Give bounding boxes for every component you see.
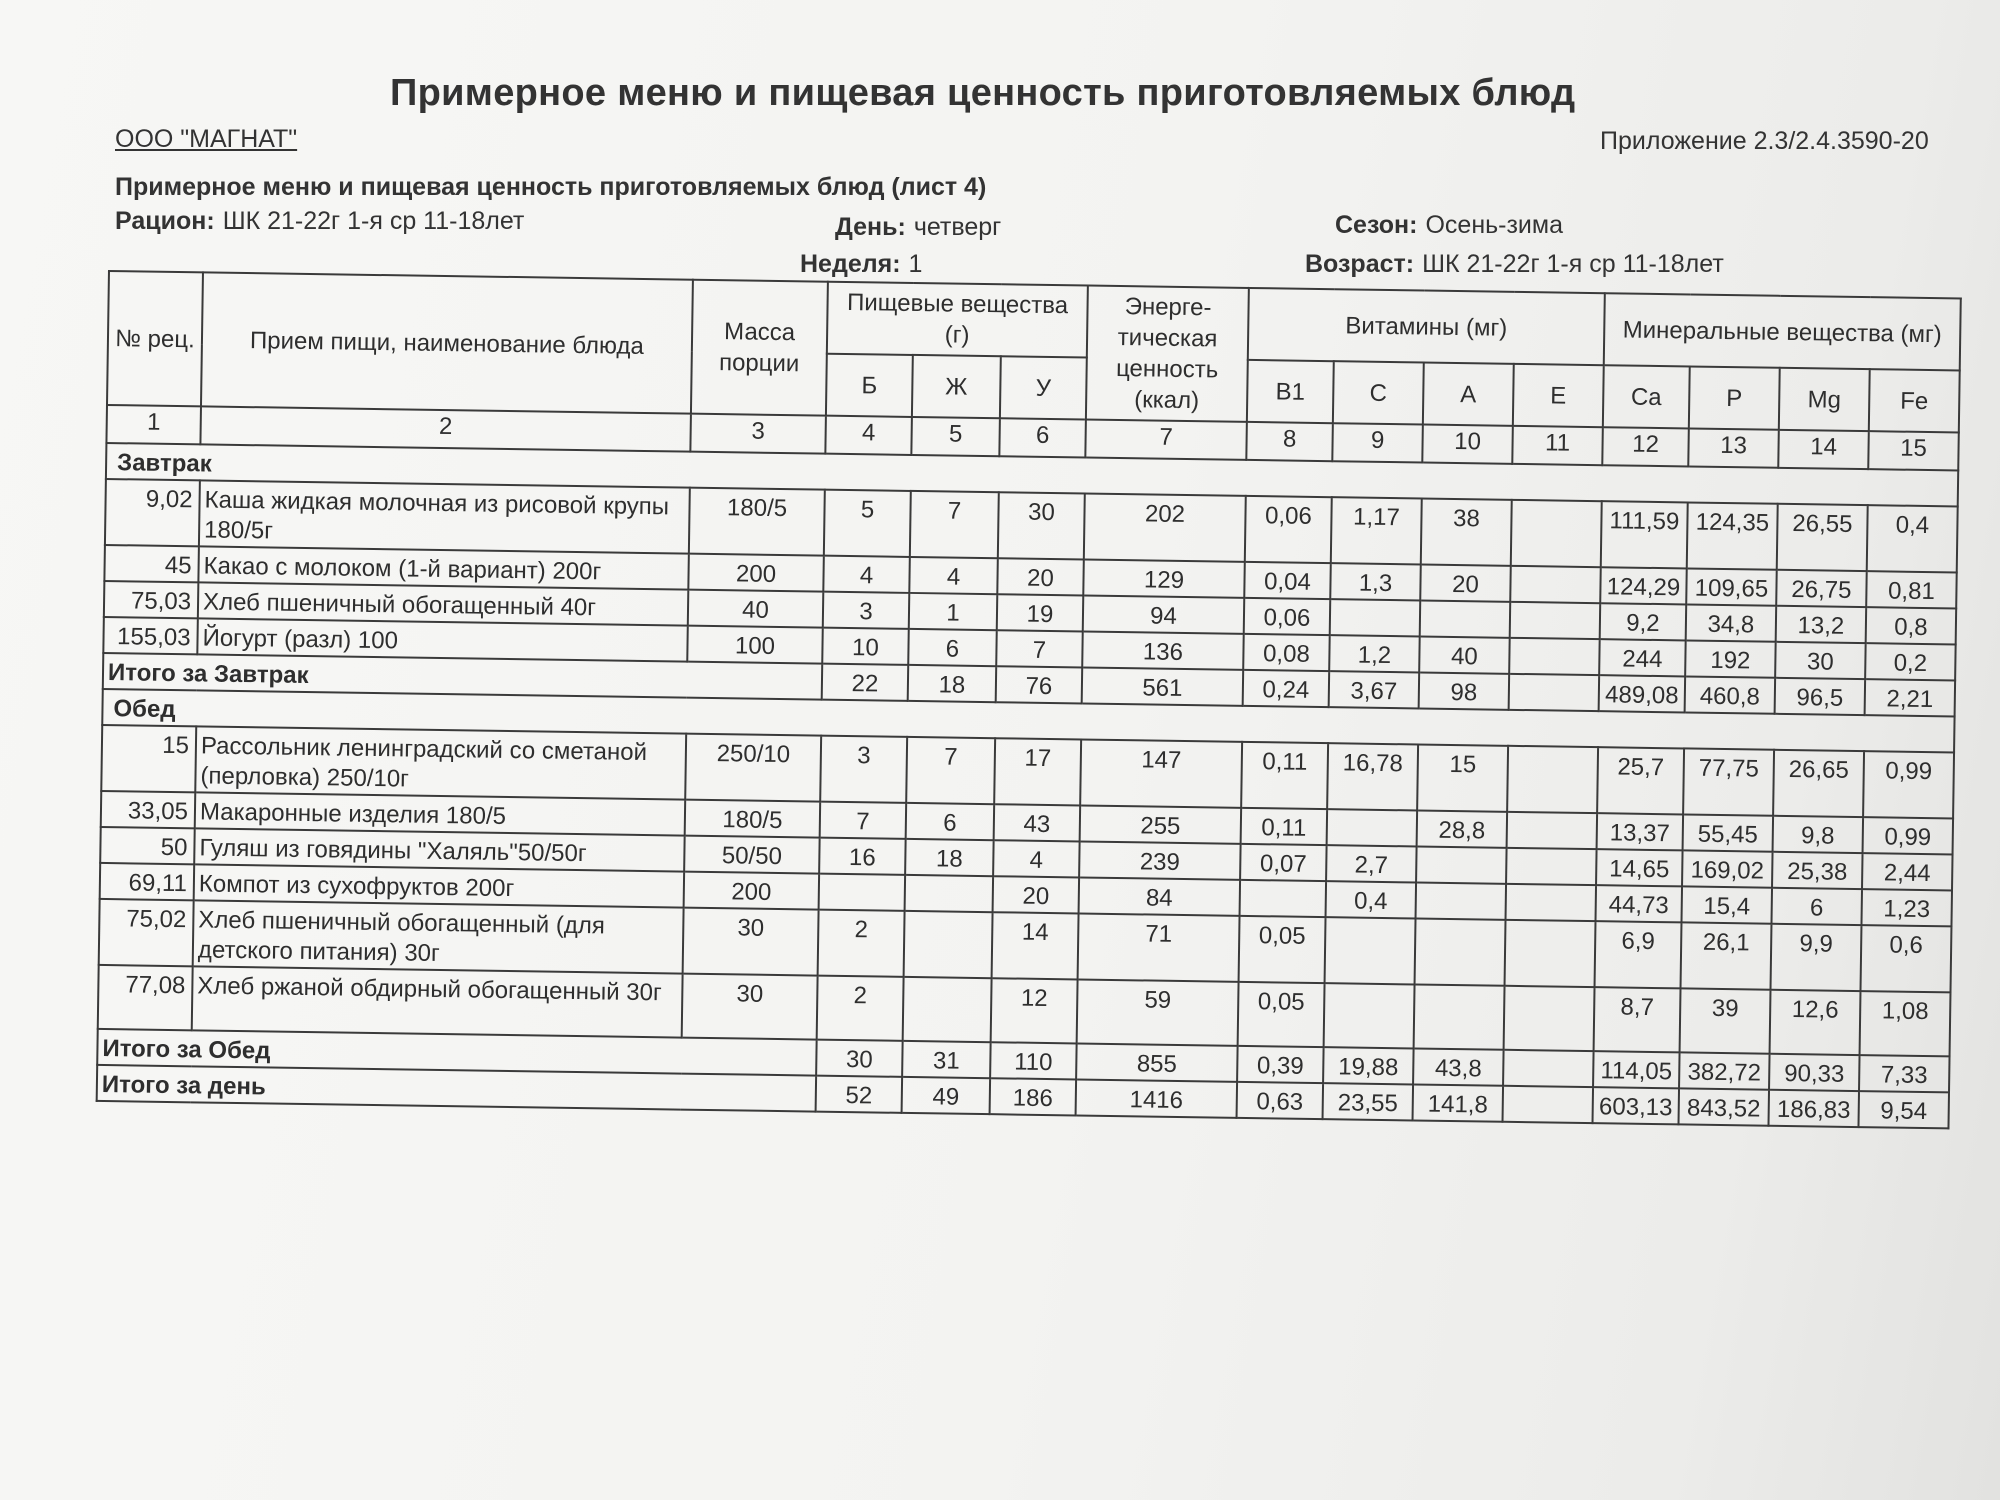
protein-total: 22 <box>822 664 909 701</box>
mg-total: 90,33 <box>1769 1054 1860 1091</box>
b1-value: 0,11 <box>1241 808 1328 845</box>
portion-mass: 250/10 <box>685 734 821 802</box>
rec-number: 69,11 <box>100 863 195 900</box>
header-portion: Масса порции <box>691 280 828 416</box>
carbs-value: 4 <box>993 840 1080 877</box>
carbs-total: 110 <box>990 1042 1077 1079</box>
header-p: P <box>1689 366 1780 429</box>
ca-total: 489,08 <box>1599 675 1686 712</box>
week-info <box>800 250 922 279</box>
header-dish: Прием пищи, наименование блюда <box>201 272 693 413</box>
e-value <box>1506 848 1597 885</box>
p-value: 39 <box>1680 988 1771 1053</box>
carbs-value: 43 <box>994 804 1081 841</box>
c-value <box>1325 917 1416 984</box>
dish-name: Каша жидкая молочная из рисовой крупы 180/5г <box>199 480 690 553</box>
dish-name: Йогурт (разл) 100 <box>197 618 687 661</box>
season-value: Осень-зима <box>1425 211 1563 239</box>
carbs-value: 20 <box>993 876 1080 913</box>
protein-value: 3 <box>820 736 907 803</box>
kcal-value: 94 <box>1083 596 1245 634</box>
dish-name: Хлеб пшеничный обогащенный (для детского питания) 30г <box>193 900 684 973</box>
total-label: Итого за Обед <box>97 1029 816 1076</box>
mg-total: 96,5 <box>1775 678 1866 715</box>
ca-value: 14,65 <box>1596 849 1683 886</box>
header-energy: Энерге-тическая ценность (ккал) <box>1086 286 1249 422</box>
fe-total: 2,21 <box>1865 679 1956 716</box>
rec-number: 77,08 <box>98 965 193 1030</box>
document-subtitle: Примерное меню и пищевая ценность приготовляемых блюд (лист 4) <box>115 173 987 201</box>
c-value: 2,7 <box>1326 845 1417 882</box>
c-value <box>1324 983 1415 1048</box>
age-value: ШК 21-22г 1-я ср 11-18лет <box>1422 250 1724 278</box>
carbs-value: 17 <box>994 738 1081 805</box>
a-value: 20 <box>1420 565 1511 602</box>
col-number: 5 <box>911 417 1000 456</box>
ca-value: 13,37 <box>1597 813 1684 850</box>
fe-value: 0,81 <box>1866 571 1957 608</box>
fe-total: 9,54 <box>1858 1091 1949 1128</box>
p-value: 55,45 <box>1683 814 1774 851</box>
dish-name: Хлеб пшеничный обогащенный 40г <box>198 582 688 625</box>
col-number: 15 <box>1868 431 1959 470</box>
p-total: 460,8 <box>1685 676 1776 713</box>
ca-value: 8,7 <box>1594 987 1681 1052</box>
kcal-value: 202 <box>1084 494 1246 562</box>
ca-value: 25,7 <box>1597 747 1684 814</box>
carbs-value: 19 <box>997 594 1084 631</box>
p-value: 109,65 <box>1686 568 1777 605</box>
b1-value: 0,07 <box>1240 844 1327 881</box>
carbs-value: 30 <box>998 492 1085 559</box>
rec-number: 75,02 <box>99 899 194 966</box>
rec-number: 15 <box>101 725 196 792</box>
ca-total: 603,13 <box>1593 1087 1680 1124</box>
a-value <box>1415 918 1506 985</box>
carbs-value: 20 <box>997 558 1084 595</box>
e-value <box>1510 566 1601 603</box>
fat-total: 18 <box>908 665 997 702</box>
a-value <box>1416 882 1507 919</box>
rec-number: 50 <box>100 827 195 864</box>
mg-value: 26,55 <box>1777 504 1868 571</box>
organization-name: ООО "МАГНАТ" <box>115 125 298 153</box>
e-total <box>1509 674 1600 711</box>
portion-mass: 30 <box>683 908 819 976</box>
kcal-value: 129 <box>1083 560 1245 598</box>
fe-value: 0,2 <box>1865 643 1956 680</box>
p-value: 192 <box>1685 640 1776 677</box>
mg-value: 13,2 <box>1776 606 1867 643</box>
col-number: 7 <box>1085 420 1247 460</box>
fe-value: 1,23 <box>1861 889 1952 926</box>
header-b1: В1 <box>1247 360 1334 423</box>
carbs-value: 7 <box>996 630 1083 667</box>
fat-value: 7 <box>910 491 999 558</box>
header-vitamins: Витамины (мг) <box>1248 288 1605 365</box>
fe-total: 7,33 <box>1859 1055 1950 1092</box>
kcal-value: 147 <box>1080 739 1242 807</box>
ration-info <box>115 207 524 236</box>
portion-mass: 180/5 <box>689 488 825 556</box>
ca-total: 114,05 <box>1593 1051 1680 1088</box>
a-total: 43,8 <box>1413 1048 1504 1085</box>
c-value: 1,3 <box>1330 563 1421 600</box>
carbs-total: 186 <box>990 1078 1077 1115</box>
header-a: А <box>1423 363 1514 426</box>
c-value <box>1327 809 1418 846</box>
a-total: 141,8 <box>1413 1084 1504 1121</box>
dish-name: Гуляш из говядины "Халяль"50/50г <box>194 828 684 871</box>
section-lunch: Обед <box>102 689 1954 752</box>
header-u: У <box>1000 356 1087 419</box>
mg-value: 6 <box>1771 888 1862 925</box>
protein-total: 30 <box>816 1040 903 1077</box>
col-number: 8 <box>1246 422 1333 461</box>
week-label: Неделя: <box>800 250 901 278</box>
ration-value: ШК 21-22г 1-я ср 11-18лет <box>222 207 525 235</box>
section-breakfast: Завтрак <box>106 443 1958 506</box>
ca-value: 111,59 <box>1601 501 1688 568</box>
fat-total: 31 <box>902 1041 991 1078</box>
header-ca: Ca <box>1603 365 1690 428</box>
a-total: 98 <box>1419 672 1510 709</box>
portion-mass: 180/5 <box>685 800 821 838</box>
fe-value: 0,99 <box>1863 751 1954 818</box>
ca-value: 244 <box>1599 639 1686 676</box>
b1-total: 0,63 <box>1237 1082 1324 1119</box>
fat-value <box>905 875 994 912</box>
mg-value: 26,75 <box>1776 570 1867 607</box>
b1-value: 0,05 <box>1238 982 1325 1047</box>
total-label: Итого за день <box>97 1065 816 1112</box>
col-number: 3 <box>690 414 826 454</box>
portion-mass: 200 <box>688 554 824 592</box>
b1-value: 0,05 <box>1239 916 1326 983</box>
dish-name: Макаронные изделия 180/5 <box>195 792 685 835</box>
b1-value: 0,06 <box>1245 496 1332 563</box>
fat-value: 6 <box>906 803 995 840</box>
dish-name: Какао с молоком (1-й вариант) 200г <box>198 546 688 589</box>
a-value <box>1420 601 1511 638</box>
portion-mass: 200 <box>684 872 820 910</box>
ca-value: 44,73 <box>1596 885 1683 922</box>
fe-value: 0,8 <box>1866 607 1957 644</box>
protein-value: 5 <box>824 490 911 557</box>
fat-value: 7 <box>906 737 995 804</box>
protein-value: 4 <box>823 556 910 593</box>
col-number: 11 <box>1512 426 1603 465</box>
c-value: 1,2 <box>1329 635 1420 672</box>
protein-value: 2 <box>817 976 904 1041</box>
p-value: 15,4 <box>1681 886 1772 923</box>
fat-value <box>904 911 993 978</box>
e-value <box>1505 920 1596 987</box>
rec-number: 9,02 <box>105 479 200 546</box>
rec-number: 33,05 <box>101 791 196 828</box>
protein-value: 16 <box>819 838 906 875</box>
e-value <box>1506 884 1597 921</box>
fe-value: 0,4 <box>1867 505 1958 572</box>
day-info <box>835 213 1001 242</box>
protein-value: 2 <box>818 910 905 977</box>
ca-value: 9,2 <box>1600 603 1687 640</box>
col-number: 2 <box>200 406 691 451</box>
fe-value: 0,99 <box>1863 817 1954 854</box>
header-fe: Fe <box>1869 369 1960 432</box>
e-value <box>1504 986 1595 1051</box>
header-rec-no: № рец. <box>107 271 203 406</box>
c-total: 19,88 <box>1323 1047 1414 1084</box>
b1-total: 0,24 <box>1243 670 1330 707</box>
fat-value <box>903 977 992 1042</box>
b1-value: 0,08 <box>1243 634 1330 671</box>
e-value <box>1509 638 1600 675</box>
mg-value: 30 <box>1775 642 1866 679</box>
fat-value: 4 <box>909 557 998 594</box>
b1-value <box>1240 880 1327 917</box>
p-value: 124,35 <box>1687 502 1778 569</box>
portion-mass: 100 <box>687 626 823 664</box>
p-value: 26,1 <box>1681 922 1772 989</box>
fat-value: 6 <box>908 629 997 666</box>
carbs-value: 14 <box>992 912 1079 979</box>
c-total: 3,67 <box>1329 671 1420 708</box>
e-value <box>1511 500 1602 567</box>
p-value: 169,02 <box>1682 850 1773 887</box>
fe-value: 2,44 <box>1862 853 1953 890</box>
kcal-value: 71 <box>1078 913 1240 981</box>
kcal-value: 136 <box>1082 631 1244 669</box>
total-label: Итого за Завтрак <box>103 653 822 700</box>
a-value: 38 <box>1421 499 1512 566</box>
protein-total: 52 <box>816 1076 903 1113</box>
protein-value: 3 <box>823 592 910 629</box>
c-value: 16,78 <box>1327 743 1418 810</box>
age-info <box>1305 250 1724 279</box>
header-c: С <box>1333 361 1424 424</box>
fat-total: 49 <box>902 1077 991 1114</box>
col-number: 12 <box>1602 427 1689 466</box>
b1-total: 0,39 <box>1237 1046 1324 1083</box>
e-total <box>1503 1086 1594 1123</box>
header-zh: Ж <box>912 355 1001 418</box>
menu-table <box>96 270 1962 1129</box>
dish-name: Хлеб ржаной обдирный обогащенный 30г <box>192 966 683 1037</box>
p-value: 77,75 <box>1683 748 1774 815</box>
c-value: 1,17 <box>1331 497 1422 564</box>
a-value: 40 <box>1419 636 1510 673</box>
age-label: Возраст: <box>1305 250 1415 278</box>
ca-value: 6,9 <box>1595 921 1682 988</box>
portion-mass: 30 <box>682 974 818 1040</box>
week-value: 1 <box>908 250 923 278</box>
b1-value: 0,11 <box>1241 742 1328 809</box>
kcal-value: 84 <box>1079 877 1241 915</box>
col-number: 10 <box>1422 425 1513 464</box>
p-total: 382,72 <box>1679 1052 1770 1089</box>
kcal-total: 1416 <box>1076 1079 1238 1117</box>
p-value: 34,8 <box>1686 604 1777 641</box>
protein-value: 7 <box>820 802 907 839</box>
header-nutrients: Пищевые вещества (г) <box>827 282 1088 358</box>
a-value: 28,8 <box>1417 810 1508 847</box>
document-title: Примерное меню и пищевая ценность приготовляемых блюд <box>390 72 1576 114</box>
e-value <box>1507 812 1598 849</box>
dish-name: Рассольник ленинградский со сметаной (перловка) 250/10г <box>195 726 686 799</box>
col-number: 1 <box>106 405 201 444</box>
fat-value: 1 <box>909 593 998 630</box>
kcal-value: 59 <box>1077 979 1239 1045</box>
b1-value: 0,06 <box>1244 598 1331 635</box>
a-value <box>1414 984 1505 1049</box>
col-number: 6 <box>999 418 1086 457</box>
carbs-value: 12 <box>991 978 1078 1043</box>
fe-value: 1,08 <box>1860 991 1951 1056</box>
mg-value: 25,38 <box>1772 852 1863 889</box>
fe-value: 0,6 <box>1860 925 1951 992</box>
col-number: 13 <box>1688 428 1779 467</box>
carbs-total: 76 <box>996 666 1083 703</box>
e-value <box>1510 602 1601 639</box>
a-value <box>1416 846 1507 883</box>
kcal-value: 239 <box>1079 841 1241 879</box>
c-total: 23,55 <box>1323 1083 1414 1120</box>
e-total <box>1503 1050 1594 1087</box>
season-info <box>1335 211 1563 240</box>
col-number: 4 <box>825 416 912 455</box>
col-number: 14 <box>1778 430 1869 469</box>
fat-value: 18 <box>905 839 994 876</box>
e-value <box>1507 746 1598 813</box>
ration-label: Рацион: <box>115 207 215 235</box>
header-minerals: Минеральные вещества (мг) <box>1604 293 1961 370</box>
header-mg: Mg <box>1779 368 1870 431</box>
mg-value: 9,8 <box>1773 816 1864 853</box>
day-label: День: <box>835 213 906 241</box>
c-value <box>1330 599 1421 636</box>
c-value: 0,4 <box>1326 881 1417 918</box>
appendix-reference: Приложение 2.3/2.4.3590-20 <box>1600 127 1929 155</box>
kcal-total: 561 <box>1082 667 1244 705</box>
rec-number: 45 <box>104 545 199 582</box>
b1-value: 0,04 <box>1244 562 1331 599</box>
season-label: Сезон: <box>1335 211 1418 239</box>
a-value: 15 <box>1417 744 1508 811</box>
mg-total: 186,83 <box>1768 1090 1859 1127</box>
protein-value <box>819 874 906 911</box>
kcal-value: 255 <box>1080 805 1242 843</box>
header-e: Е <box>1513 364 1604 427</box>
rec-number: 75,03 <box>104 581 199 618</box>
mg-value: 9,9 <box>1771 924 1862 991</box>
mg-value: 12,6 <box>1770 990 1861 1055</box>
p-total: 843,52 <box>1678 1088 1769 1125</box>
rec-number: 155,03 <box>103 617 198 654</box>
day-value: четверг <box>913 213 1002 241</box>
portion-mass: 40 <box>688 590 824 628</box>
dish-name: Компот из сухофруктов 200г <box>194 864 684 907</box>
col-number: 9 <box>1332 423 1423 462</box>
portion-mass: 50/50 <box>684 836 820 874</box>
mg-value: 26,65 <box>1773 750 1864 817</box>
protein-value: 10 <box>822 628 909 665</box>
ca-value: 124,29 <box>1600 567 1687 604</box>
kcal-total: 855 <box>1076 1043 1238 1081</box>
header-b: Б <box>826 354 913 417</box>
